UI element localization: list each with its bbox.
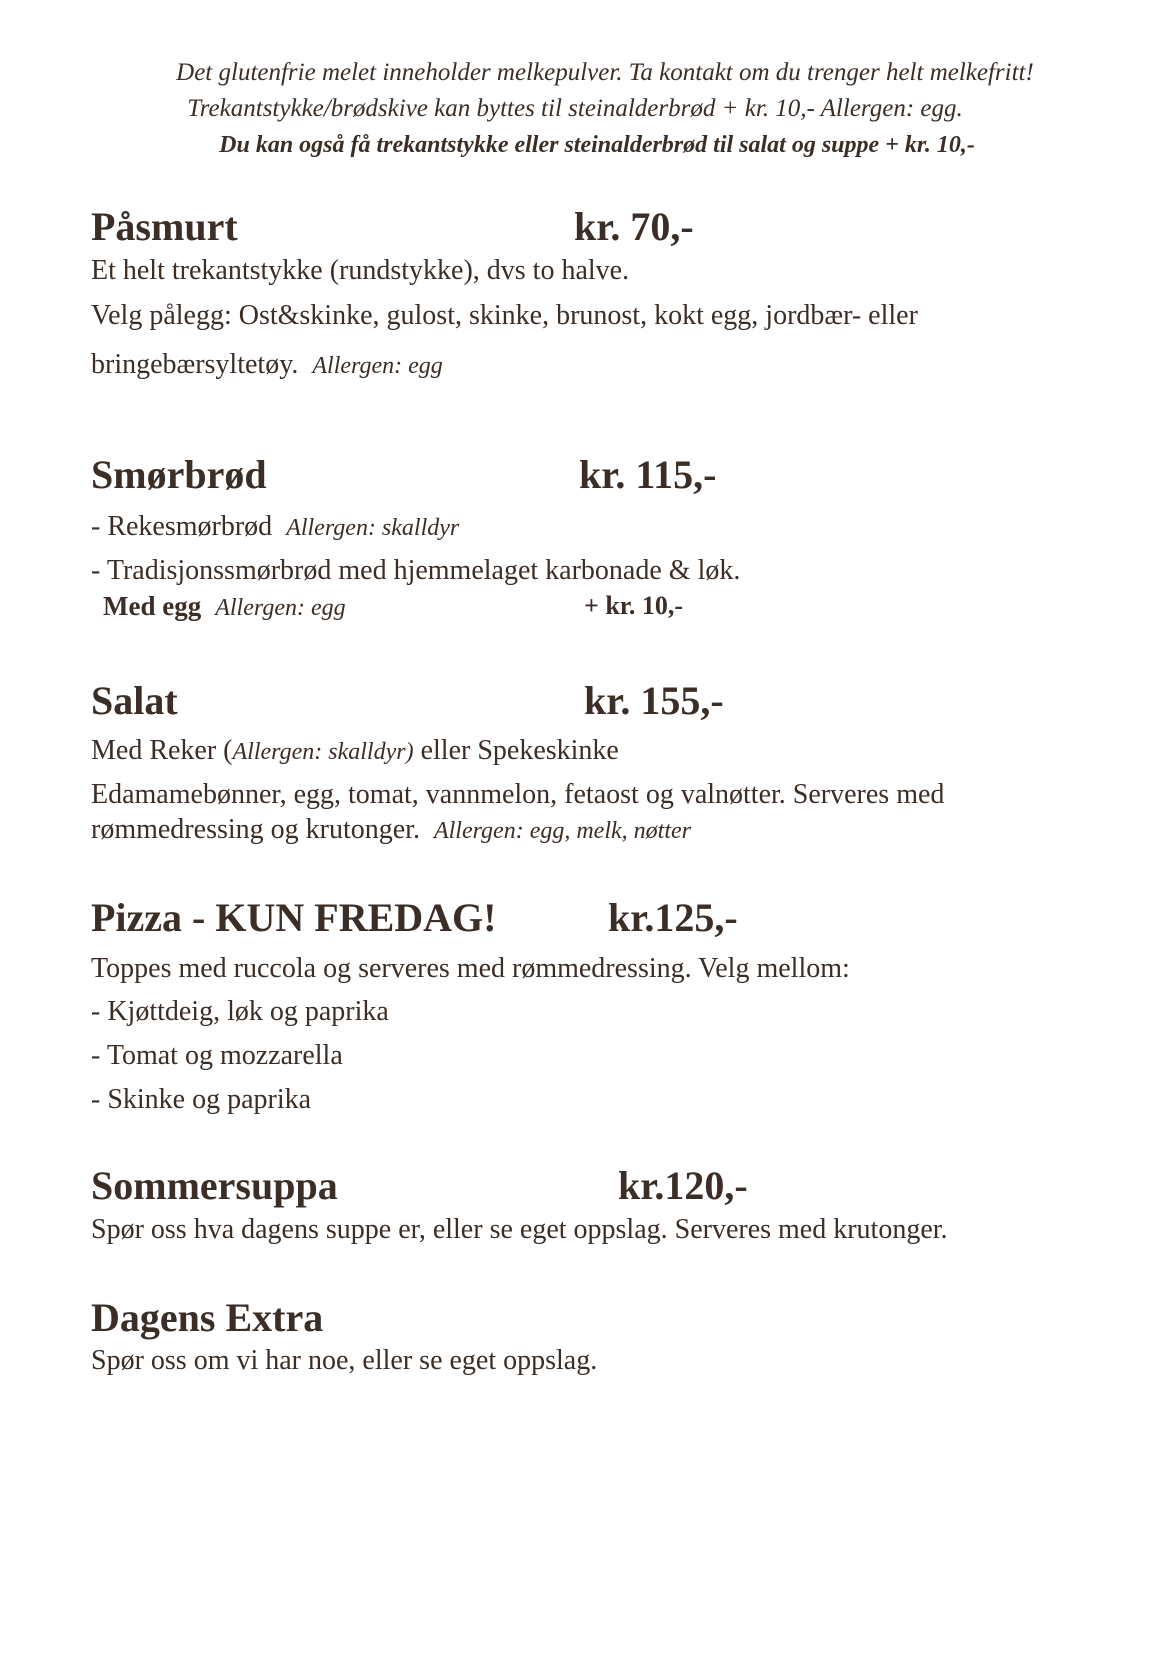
pizza-option: - Skinke og paprika xyxy=(91,1084,312,1115)
price-smorbrod: kr. 115,- xyxy=(579,452,717,497)
dagens-extra-description: Spør oss om vi har noe, eller se eget oppslag. xyxy=(91,1345,598,1376)
smorbrod-item-reke-label: - Rekesmørbrød xyxy=(91,511,273,542)
pasmurt-description: Et helt trekantstykke (rundstykke), dvs to halve. xyxy=(91,255,630,286)
salat-choice-allergen: Allergen: skalldyr) xyxy=(232,739,414,765)
salat-choice-start: Med Reker ( xyxy=(91,735,233,766)
sommersuppa-description: Spør oss hva dagens suppe er, eller se eget oppslag. Serveres med krutonger. xyxy=(91,1214,948,1245)
salat-allergen: Allergen: egg, melk, nøtter xyxy=(433,818,691,844)
pizza-option: - Kjøttdeig, løk og paprika xyxy=(91,996,389,1027)
note-bread-with-salad-soup: Du kan også få trekantstykke eller steinalderbrød til salat og suppe + kr. 10,- xyxy=(219,132,975,158)
pizza-option: - Tomat og mozzarella xyxy=(91,1040,343,1071)
smorbrod-item-reke xyxy=(91,510,459,545)
pasmurt-allergen: Allergen: egg xyxy=(312,353,443,379)
section-title-salat: Salat xyxy=(91,678,178,723)
note-bread-swap: Trekantstykke/brødskive kan byttes til steinalderbrød + kr. 10,- Allergen: egg. xyxy=(187,95,963,122)
note-gluten-free: Det glutenfrie melet inneholder melkepulver. Ta kontakt om du trenger helt melkefritt! xyxy=(176,59,1034,86)
smorbrod-item-reke-allergen: Allergen: skalldyr xyxy=(286,515,460,541)
salat-ingredients-end: rømmedressing og krutonger. xyxy=(91,814,420,845)
section-title-sommersuppa: Sommersuppa xyxy=(91,1163,338,1208)
salat-ingredients: Edamamebønner, egg, tomat, vannmelon, fetaost og valnøtter. Serveres med xyxy=(91,779,945,810)
smorbrod-egg-option xyxy=(103,589,346,625)
section-title-pizza: Pizza - KUN FREDAG! xyxy=(91,895,497,940)
smorbrod-egg-price: + kr. 10,- xyxy=(584,591,684,620)
smorbrod-egg-allergen: Allergen: egg xyxy=(215,595,346,621)
section-title-smorbrod: Smørbrød xyxy=(91,452,267,497)
pasmurt-toppings: Velg pålegg: Ost&skinke, gulost, skinke, brunost, kokt egg, jordbær- eller xyxy=(91,300,918,331)
price-pizza: kr.125,- xyxy=(608,895,738,940)
section-title-dagens-extra: Dagens Extra xyxy=(91,1295,324,1340)
price-salat: kr. 155,- xyxy=(584,678,724,723)
smorbrod-egg-label: Med egg xyxy=(103,591,202,621)
section-title-pasmurt: Påsmurt xyxy=(91,204,238,249)
pizza-intro: Toppes med ruccola og serveres med rømmedressing. Velg mellom: xyxy=(91,953,850,984)
pasmurt-toppings-end: bringebærsyltetøy. xyxy=(91,349,299,380)
salat-choice-end: eller Spekeskinke xyxy=(413,735,619,766)
pasmurt-toppings-cont xyxy=(91,348,443,383)
salat-ingredients-cont xyxy=(91,813,691,848)
price-sommersuppa: kr.120,- xyxy=(618,1163,748,1208)
smorbrod-item-tradisjon: - Tradisjonssmørbrød med hjemmelaget karbonade & løk. xyxy=(91,555,741,586)
salat-choice xyxy=(91,734,619,769)
price-pasmurt: kr. 70,- xyxy=(574,204,694,249)
